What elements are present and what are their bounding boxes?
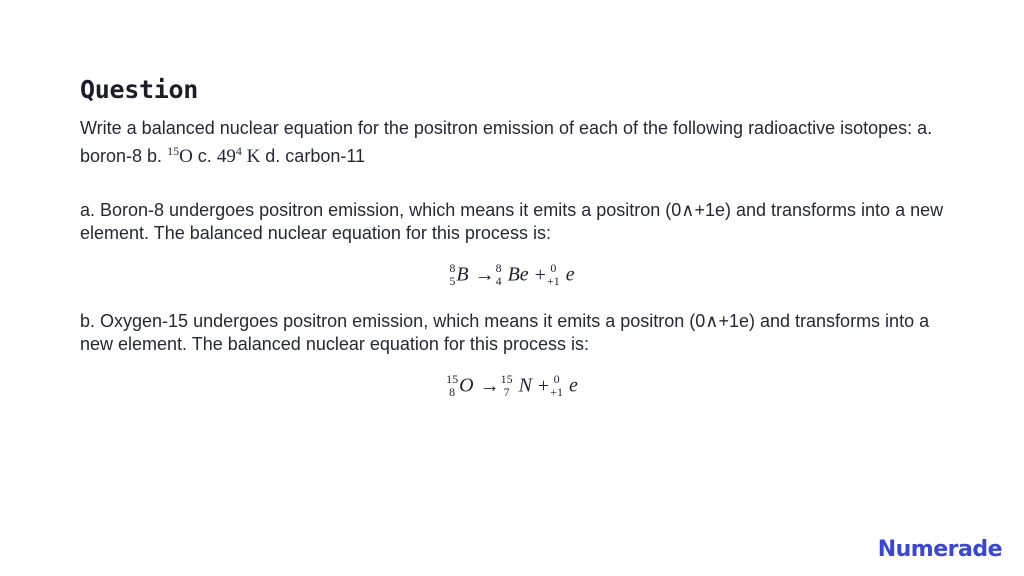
isotope-b-math: $^{15}$O	[167, 144, 193, 167]
parent-nuclide-indices: 8 5	[449, 261, 456, 288]
positron-indices: 0 +1	[550, 372, 563, 399]
question-text	[80, 117, 960, 168]
numerade-logo[interactable]: Numerade	[877, 537, 1002, 562]
equation-b	[0, 373, 1024, 399]
daughter-symbol: Be	[507, 263, 529, 286]
question-prefix: Write a balanced nuclear equation for the positron emission of each of the following radioactive isotopes: a. boron-8 b.	[80, 118, 933, 166]
answer-b-text: b. Oxygen-15 undergoes positron emission, which means it emits a positron (0∧+1e) and transforms into a new element. The balanced nuclear equation for this process is:	[80, 311, 930, 354]
daughter-nuclide-indices: 15 7	[500, 372, 513, 399]
positron-symbol: e	[568, 374, 578, 397]
plus-sign: +	[537, 374, 550, 397]
daughter-symbol: N	[518, 374, 532, 397]
parent-nuclide-indices: 15 8	[446, 372, 459, 399]
option-c-label: c.	[192, 146, 217, 166]
positron-indices: 0 +1	[546, 261, 560, 288]
question-heading: Question	[80, 75, 199, 104]
question-suffix: d. carbon-11	[260, 146, 366, 166]
reaction-arrow: →	[479, 374, 500, 397]
equation-a	[0, 262, 1024, 288]
parent-symbol: O	[459, 374, 474, 397]
plus-sign: +	[534, 263, 546, 286]
parent-symbol: B	[456, 263, 469, 286]
isotope-c-math: $49^4$ K	[216, 144, 261, 167]
positron-symbol: e	[565, 263, 575, 286]
daughter-nuclide-indices: 8 4	[495, 261, 502, 288]
answer-a-text: a. Boron-8 undergoes positron emission, which means it emits a positron (0∧+1e) and transforms into a new element. The balanced nuclear equation for this process is:	[80, 200, 944, 243]
reaction-arrow: →	[474, 263, 495, 286]
